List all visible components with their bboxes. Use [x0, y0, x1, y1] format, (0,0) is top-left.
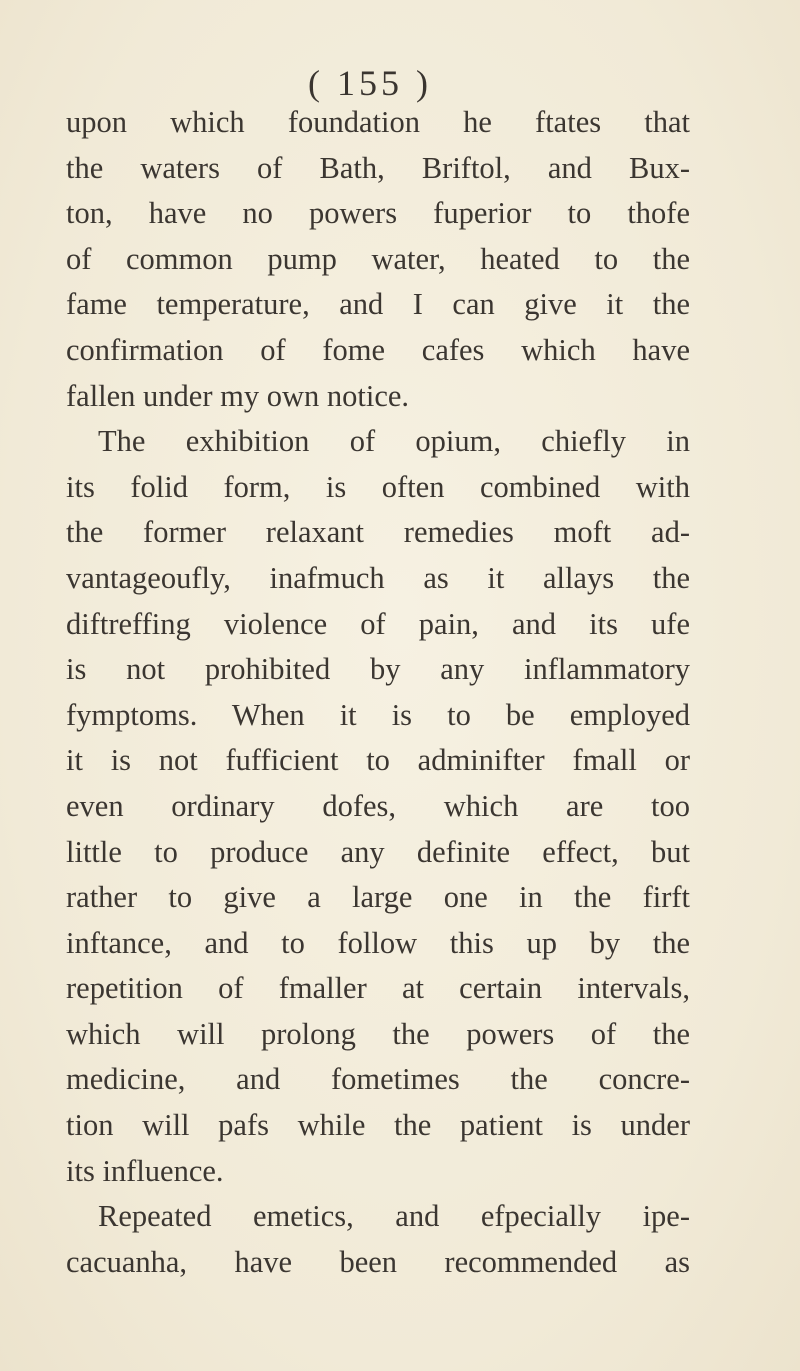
text-line: little to produce any definite effect, but: [66, 834, 690, 869]
text-line: confirmation of fome cafes which have: [66, 332, 690, 367]
text-line: diftreffing violence of pain, and its ufe: [66, 606, 690, 641]
text-line: even ordinary dofes, which are too: [66, 788, 690, 823]
text-line: is not prohibited by any inflammatory: [66, 652, 690, 687]
text-line: the waters of Bath, Briftol, and Bux-: [66, 150, 690, 185]
text-line: its influence.: [66, 1153, 224, 1188]
text-line: ton, have no powers fuperior to thofe: [66, 196, 690, 231]
text-line: the former relaxant remedies moft ad-: [66, 515, 690, 550]
text-line: it is not fufficient to adminifter fmall or: [66, 743, 690, 778]
body-text: [66, 100, 690, 1285]
text-line: fame temperature, and I can give it the: [66, 287, 690, 322]
text-line: rather to give a large one in the firft: [66, 880, 690, 915]
text-line: Repeated emetics, and efpecially ipe-: [98, 1199, 690, 1234]
text-line: of common pump water, heated to the: [66, 241, 690, 276]
text-line: fymptoms. When it is to be employed: [66, 697, 690, 732]
text-line: tion will pafs while the patient is under: [66, 1108, 690, 1143]
text-line: cacuanha, have been recommended as: [66, 1244, 690, 1279]
page-number: ( 155 ): [308, 63, 432, 103]
text-line: vantageoufly, inafmuch as it allays the: [66, 560, 690, 595]
text-line: which will prolong the powers of the: [66, 1016, 690, 1051]
text-line: fallen under my own notice.: [66, 378, 410, 413]
text-line: upon which foundation he ftates that: [66, 105, 690, 139]
text-line: The exhibition of opium, chiefly in: [98, 424, 690, 459]
text-line: inftance, and to follow this up by the: [66, 925, 690, 960]
text-line: medicine, and fometimes the concre-: [66, 1062, 690, 1097]
text-line: repetition of fmaller at certain intervals,: [66, 971, 690, 1006]
text-line: its folid form, is often combined with: [66, 469, 690, 504]
